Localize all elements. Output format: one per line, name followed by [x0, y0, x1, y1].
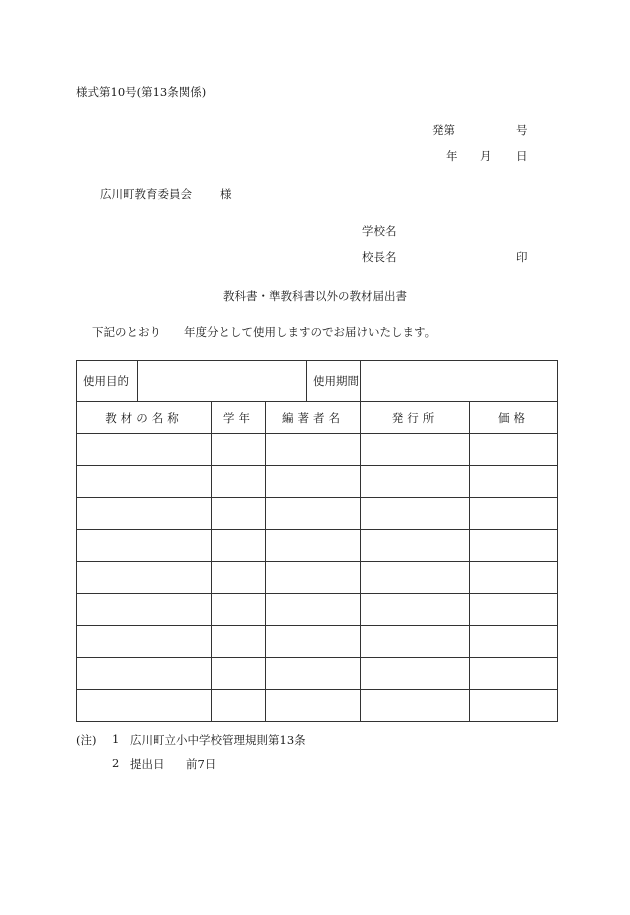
- table-row: [77, 594, 558, 626]
- cell-grade[interactable]: [212, 690, 266, 722]
- table-row: [77, 690, 558, 722]
- purpose-label: 使用目的: [77, 361, 138, 402]
- cell-material-name[interactable]: [77, 658, 212, 690]
- cell-author[interactable]: [266, 530, 361, 562]
- header-material-name: 教材の名称: [77, 402, 212, 434]
- table-row: [77, 530, 558, 562]
- form-number: 様式第10号(第13条関係): [76, 85, 207, 99]
- header-price: 価格: [470, 402, 558, 434]
- table-row: [77, 434, 558, 466]
- header-author: 編著者名: [266, 402, 361, 434]
- cell-grade[interactable]: [212, 562, 266, 594]
- date-day-label: 日: [516, 149, 528, 163]
- cell-grade[interactable]: [212, 658, 266, 690]
- cell-price[interactable]: [470, 530, 558, 562]
- cell-publisher[interactable]: [361, 594, 470, 626]
- cell-author[interactable]: [266, 562, 361, 594]
- date-month-label: 月: [480, 149, 492, 163]
- cell-publisher[interactable]: [361, 562, 470, 594]
- notes-label: (注): [76, 733, 97, 747]
- cell-price[interactable]: [470, 626, 558, 658]
- cell-author[interactable]: [266, 626, 361, 658]
- school-name-label: 学校名: [362, 224, 397, 238]
- note-item2-value: 前7日: [186, 757, 217, 771]
- cell-price[interactable]: [470, 434, 558, 466]
- issue-number-label: 発第: [432, 123, 455, 137]
- seal-label: 印: [516, 250, 528, 264]
- intro-text-part2: 年度分として使用しますのでお届けいたします。: [184, 325, 437, 339]
- cell-grade[interactable]: [212, 466, 266, 498]
- cell-material-name[interactable]: [77, 434, 212, 466]
- cell-price[interactable]: [470, 498, 558, 530]
- cell-grade[interactable]: [212, 594, 266, 626]
- cell-author[interactable]: [266, 658, 361, 690]
- principal-name-label: 校長名: [362, 250, 397, 264]
- cell-author[interactable]: [266, 594, 361, 626]
- cell-grade[interactable]: [212, 498, 266, 530]
- cell-publisher[interactable]: [361, 626, 470, 658]
- cell-publisher[interactable]: [361, 466, 470, 498]
- cell-material-name[interactable]: [77, 466, 212, 498]
- cell-author[interactable]: [266, 466, 361, 498]
- cell-publisher[interactable]: [361, 690, 470, 722]
- cell-grade[interactable]: [212, 530, 266, 562]
- cell-material-name[interactable]: [77, 530, 212, 562]
- table-header-row: [77, 402, 558, 434]
- cell-author[interactable]: [266, 690, 361, 722]
- cell-price[interactable]: [470, 562, 558, 594]
- period-field[interactable]: [361, 361, 558, 402]
- header-grade: 学年: [212, 402, 266, 434]
- note-item1-number: 1: [112, 732, 120, 746]
- table-row: [77, 658, 558, 690]
- table-row: [77, 562, 558, 594]
- document-title: 教科書・準教科書以外の教材届出書: [223, 289, 407, 303]
- note-item2-number: 2: [112, 756, 120, 770]
- purpose-period-row: [77, 361, 558, 402]
- note-item1-text: 広川町立小中学校管理規則第13条: [130, 733, 306, 747]
- cell-material-name[interactable]: [77, 690, 212, 722]
- period-label: 使用期間: [307, 361, 361, 402]
- cell-publisher[interactable]: [361, 434, 470, 466]
- cell-grade[interactable]: [212, 434, 266, 466]
- cell-price[interactable]: [470, 594, 558, 626]
- cell-author[interactable]: [266, 498, 361, 530]
- cell-material-name[interactable]: [77, 594, 212, 626]
- cell-author[interactable]: [266, 434, 361, 466]
- cell-material-name[interactable]: [77, 498, 212, 530]
- recipient-name: 広川町教育委員会: [100, 187, 192, 201]
- materials-table: [76, 360, 558, 722]
- intro-text-part1: 下記のとおり: [92, 325, 161, 339]
- table-row: [77, 498, 558, 530]
- cell-price[interactable]: [470, 466, 558, 498]
- table-row: [77, 626, 558, 658]
- note-item2-text: 提出日: [130, 757, 165, 771]
- cell-price[interactable]: [470, 658, 558, 690]
- issue-number-suffix: 号: [516, 123, 528, 137]
- cell-grade[interactable]: [212, 626, 266, 658]
- date-year-label: 年: [446, 149, 458, 163]
- cell-price[interactable]: [470, 690, 558, 722]
- cell-material-name[interactable]: [77, 626, 212, 658]
- cell-publisher[interactable]: [361, 498, 470, 530]
- purpose-field[interactable]: [138, 361, 307, 402]
- table-row: [77, 466, 558, 498]
- header-publisher: 発行所: [361, 402, 470, 434]
- recipient-honorific: 様: [220, 187, 232, 201]
- cell-material-name[interactable]: [77, 562, 212, 594]
- cell-publisher[interactable]: [361, 530, 470, 562]
- cell-publisher[interactable]: [361, 658, 470, 690]
